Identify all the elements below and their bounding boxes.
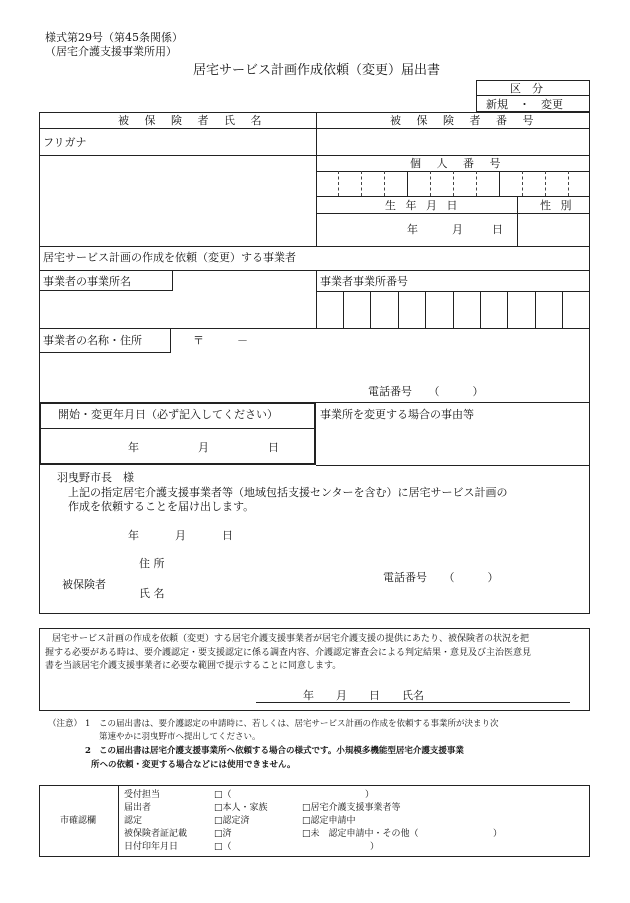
declaration-day[interactable]: 日 — [222, 529, 233, 542]
declaration-month[interactable]: 月 — [175, 529, 186, 542]
row-c2-1[interactable]: □居宅介護支援事業者等 — [302, 803, 401, 813]
kubun-label: 区 分 — [510, 82, 543, 95]
kubun-value[interactable]: 新規 ・ 変更 — [486, 98, 563, 111]
note1-line2: 第速やかに羽曳野市へ提出してください。 — [99, 732, 261, 742]
birth-year[interactable]: 年 — [407, 223, 418, 236]
sex-header: 性 別 — [540, 199, 575, 212]
row-c2-2[interactable]: □認定申請中 — [302, 816, 356, 826]
insured-name-header: 被 保 険 者 氏 名 — [118, 114, 268, 127]
start-month[interactable]: 月 — [198, 441, 209, 454]
birth-month[interactable]: 月 — [452, 223, 463, 236]
row-c1-3[interactable]: □済 — [214, 829, 232, 839]
row-label-1: 届出者 — [124, 803, 152, 813]
consent-line1: 居宅サービス計画の作成を依頼（変更）する居宅介護支援事業者が居宅介護支援の提供にあたり、被保険者の状況を把 — [52, 634, 530, 644]
row-c3-4: ） — [370, 842, 380, 852]
row-c3-3: ） — [493, 829, 503, 839]
birth-header: 生 年 月 日 — [385, 199, 461, 212]
row-c3-0: ） — [365, 790, 375, 800]
declaration-line2: 作成を依頼することを届け出します。 — [68, 500, 255, 513]
office-name-label: 事業者の事業所名 — [43, 275, 131, 288]
note1-line1: この届出書は、要介護認定の申請時に、若しくは、居宅サービス計画の作成を依頼する事業所が決まり次 — [99, 719, 499, 729]
name-address-label: 事業者の名称・住所 — [43, 334, 142, 347]
provider-phone[interactable]: 電話番号 （ ） — [368, 385, 484, 398]
form-subtitle: （居宅介護支援事業所用） — [45, 45, 177, 58]
row-c1-2[interactable]: □認定済 — [214, 816, 250, 826]
start-day[interactable]: 日 — [268, 441, 279, 454]
row-c1-4[interactable]: □（ — [214, 842, 232, 852]
provider-section-title: 居宅サービス計画の作成を依頼（変更）する事業者 — [43, 251, 296, 264]
birth-day[interactable]: 日 — [492, 223, 503, 236]
row-c1-0[interactable]: □（ — [214, 790, 232, 800]
addressee: 羽曳野市長 様 — [57, 471, 134, 484]
reason-label: 事業所を変更する場合の事由等 — [320, 408, 474, 421]
consent-line2: 握する必要がある時は、要介護認定・要支援認定に係る調査内容、介護認定審査会による判定結果・意見及び主治医意見 — [45, 648, 532, 658]
insured-number-header: 被 保 険 者 番 号 — [390, 114, 540, 127]
postal-code[interactable]: 〒 － — [193, 334, 248, 347]
kojin-number-header: 個 人 番 号 — [410, 157, 507, 170]
declaration-year[interactable]: 年 — [128, 529, 139, 542]
address-label: 住 所 — [139, 557, 165, 570]
office-number-cells[interactable] — [316, 291, 590, 328]
name-label: 氏 名 — [139, 587, 165, 600]
note1-number: 1 — [85, 719, 91, 729]
row-c1-1[interactable]: □本人・家族 — [214, 803, 268, 813]
note2-number: 2 — [85, 746, 91, 756]
note2-line2: 所への依頼・変更する場合などには使用できません。 — [91, 760, 296, 770]
row-label-0: 受付担当 — [124, 790, 161, 800]
note2-line1: この届出書は居宅介護支援事業所へ依頼する場合の様式です。小規模多機能型居宅介護支援事業 — [99, 746, 464, 756]
start-date-label: 開始・変更年月日（必ず記入してください） — [58, 408, 278, 421]
office-number-label: 事業者事業所番号 — [320, 275, 408, 288]
row-label-3: 被保険者証記載 — [124, 829, 188, 839]
declaration-line1: 上記の指定居宅介護支援事業者等（地域包括支援センターを含む）に居宅サービス計画の — [68, 486, 508, 499]
consent-line3: 書を当該居宅介護支援事業者に必要な範囲で提示することに同意します。 — [45, 661, 342, 671]
row-label-4: 日付印年月日 — [124, 842, 179, 852]
kojin-number-cells[interactable] — [316, 171, 590, 196]
form-number: 様式第29号（第45条関係） — [45, 31, 183, 44]
notes-label: （注意） — [48, 719, 83, 729]
row-label-2: 認定 — [124, 816, 143, 826]
consent-sign[interactable]: 年 月 日 氏名 — [303, 689, 424, 702]
page-title: 居宅サービス計画作成依頼（変更）届出書 — [193, 63, 441, 78]
start-year[interactable]: 年 — [128, 441, 139, 454]
furigana-label: フリガナ — [43, 136, 87, 149]
row-c2-3[interactable]: □未 認定申請中・その他（ — [302, 829, 419, 839]
office-use-label: 市確認欄 — [60, 816, 97, 826]
insured-label: 被保険者 — [62, 578, 106, 591]
declaration-phone[interactable]: 電話番号 （ ） — [383, 571, 499, 584]
